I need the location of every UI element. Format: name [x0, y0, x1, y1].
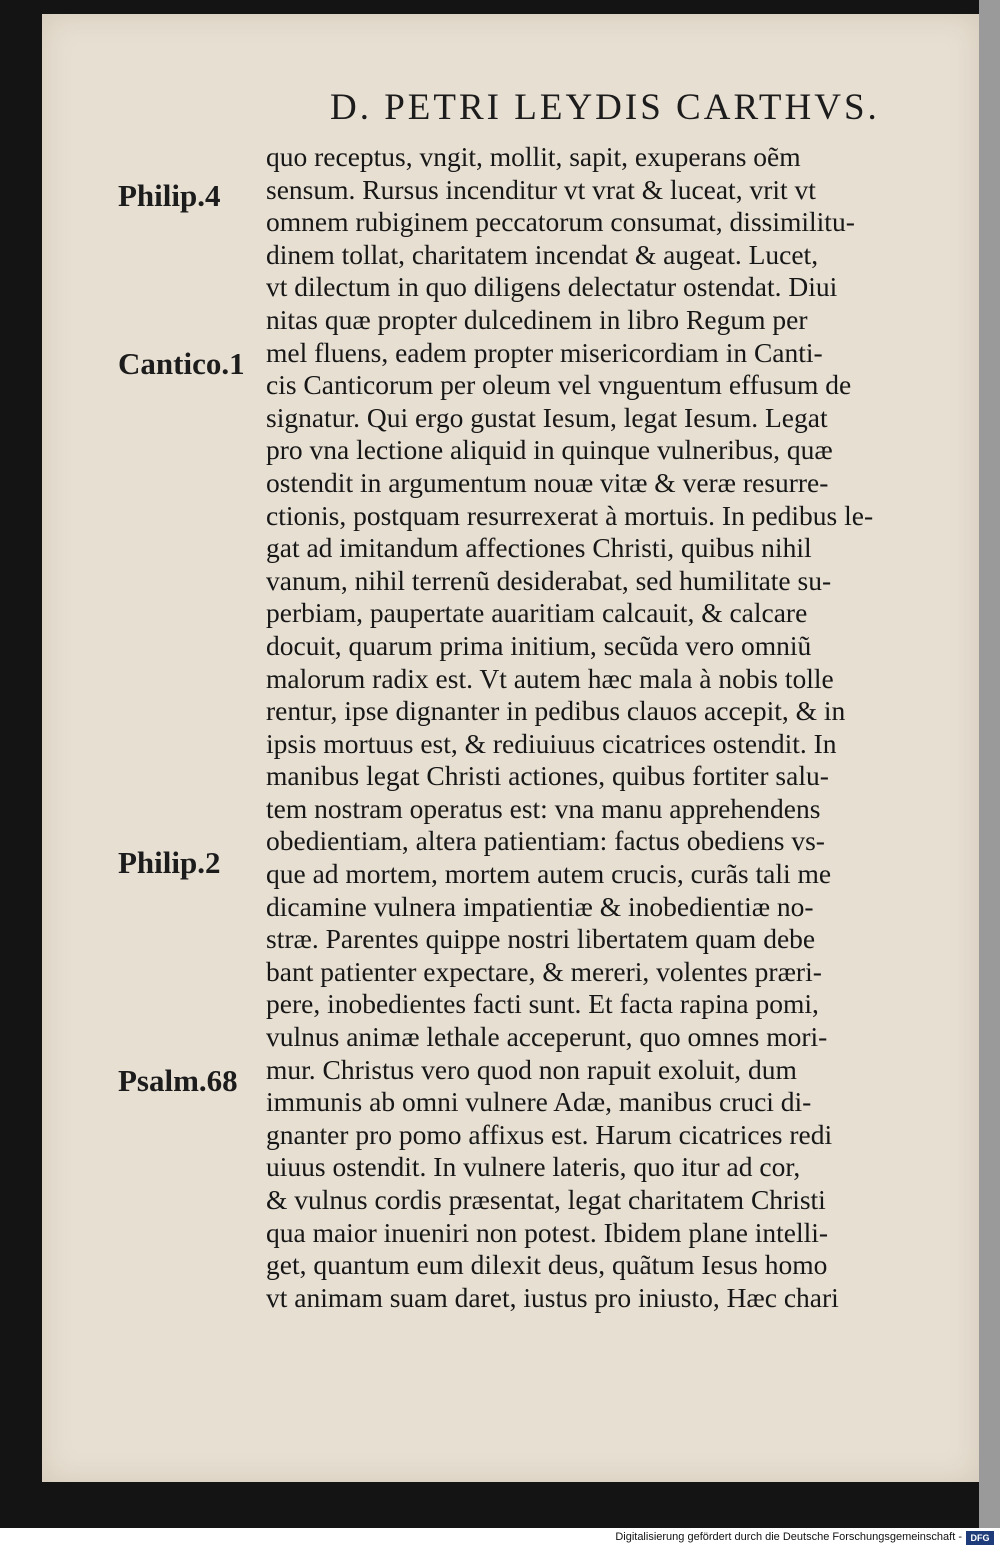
text-line: mel fluens, eadem propter misericordiam in Canti- — [266, 336, 823, 368]
text-line: ostendit in argumentum nouæ vitæ & veræ resurre- — [266, 466, 829, 498]
text-line: quo receptus, vngit, mollit, sapit, exuperans oẽm — [266, 141, 801, 172]
margin-note-philip-2: Philip.2 — [118, 845, 221, 880]
text-line: dicamine vulnera impatientiæ & inobedientiæ no- — [266, 890, 814, 922]
text-line: malorum radix est. Vt autem hæc mala à nobis tolle — [266, 662, 834, 694]
text-line: cis Canticorum per oleum vel vnguentum effusum de — [266, 369, 852, 401]
text-line: manibus legat Christi actiones, quibus fortiter salu- — [266, 760, 829, 792]
text-line: vt animam suam daret, iustus pro iniusto, Hæc chari — [266, 1281, 839, 1313]
margin-note-psalm-68: Psalm.68 — [118, 1063, 238, 1098]
text-line: tem nostram operatus est: vna manu apprehendens — [266, 792, 821, 824]
text-line: docuit, quarum prima initium, secũda vero omniũ — [266, 629, 812, 661]
text-line: pere, inobedientes facti sunt. Et facta rapina pomi, — [266, 988, 819, 1020]
text-line: qua maior inueniri non potest. Ibidem plane intelli- — [266, 1216, 829, 1248]
text-line: omnem rubiginem peccatorum consumat, dissimilitu- — [266, 206, 855, 238]
text-line: vt dilectum in quo diligens delectatur ostendat. Diui — [266, 271, 838, 303]
text-line: mur. Christus vero quod non rapuit exoluit, dum — [266, 1053, 797, 1085]
text-line: vanum, nihil terrenũ desiderabat, sed humilitate su- — [266, 564, 832, 596]
text-line: nitas quæ propter dulcedinem in libro Regum per — [266, 303, 808, 335]
text-line: bant patienter expectare, & mereri, volentes præri- — [266, 955, 822, 987]
main-text-block — [266, 141, 956, 1314]
text-line: pro vna lectione aliquid in quinque vulneribus, quæ — [266, 434, 833, 466]
dfg-logo: DFG — [966, 1531, 994, 1545]
text-line: perbiam, paupertate auaritiam calcauit, & calcare — [266, 597, 808, 629]
text-line: que ad mortem, mortem autem crucis, curãs tali me — [266, 858, 832, 890]
text-line: gnanter pro pomo affixus est. Harum cicatrices redi — [266, 1118, 833, 1150]
text-line: get, quantum eum dilexit deus, quãtum Iesus homo — [266, 1249, 828, 1281]
margin-note-philip-4: Philip.4 — [118, 178, 221, 213]
text-line: & vulnus cordis præsentat, legat charitatem Christi — [266, 1184, 826, 1215]
text-line: obedientiam, altera patientiam: factus obediens vs- — [266, 825, 825, 857]
margin-note-cantico-1: Cantico.1 — [118, 346, 245, 381]
text-line: ipsis mortuus est, & rediuiuus cicatrices ostendit. In — [266, 727, 837, 759]
footer-credit: Digitalisierung gefördert durch die Deutsche Forschungsgemeinschaft - — [615, 1531, 962, 1543]
text-line: ctionis, postquam resurrexerat à mortuis. In pedibus le- — [266, 499, 874, 531]
scan-edge-strip — [979, 0, 1000, 1528]
text-line: stræ. Parentes quippe nostri libertatem quam debe — [266, 923, 816, 955]
text-line: sensum. Rursus incenditur vt vrat & luceat, vrit vt — [266, 173, 816, 205]
text-line: dinem tollat, charitatem incendat & augeat. Lucet, — [266, 238, 819, 270]
running-header: D. PETRI LEYDIS CARTHVS. — [330, 87, 880, 128]
text-line: immunis ab omni vulnere Adæ, manibus cruci di- — [266, 1086, 812, 1118]
text-line: gat ad imitandum affectiones Christi, quibus nihil — [266, 532, 812, 564]
text-line: signatur. Qui ergo gustat Iesum, legat Iesum. Legat — [266, 401, 828, 433]
text-line: vulnus animæ lethale acceperunt, quo omnes mori- — [266, 1021, 828, 1053]
text-line: uiuus ostendit. In vulnere lateris, quo itur ad cor, — [266, 1151, 801, 1183]
footer-bar — [0, 1528, 1000, 1548]
text-line: rentur, ipse dignanter in pedibus clauos accepit, & in — [266, 695, 846, 727]
